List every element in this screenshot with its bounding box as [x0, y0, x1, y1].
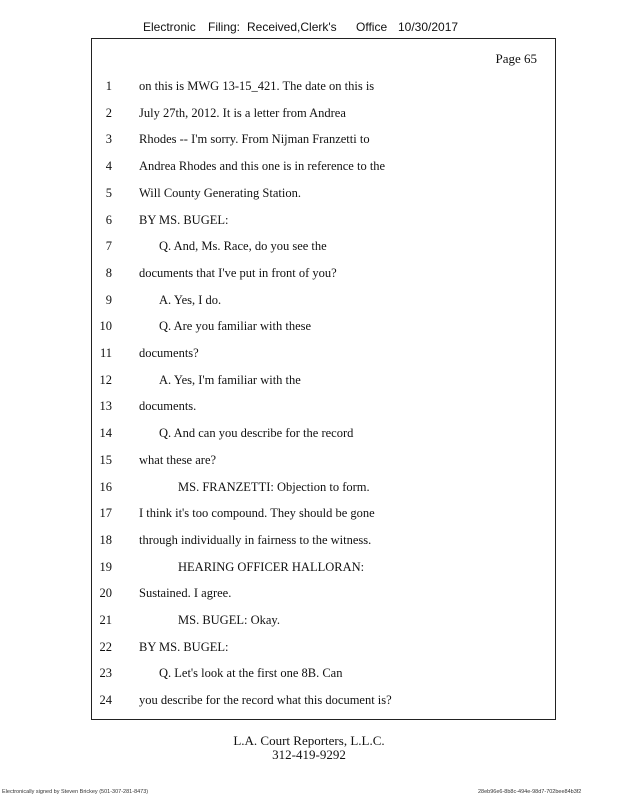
header-office: Office — [356, 20, 388, 34]
line-text: A. Yes, I do. — [159, 292, 222, 307]
transcript-line — [92, 530, 555, 550]
transcript-line — [92, 637, 555, 657]
line-number: 6 — [105, 212, 112, 227]
line-text: through individually in fairness to the witness. — [139, 532, 372, 547]
line-text: Q. And can you describe for the record — [159, 426, 354, 441]
transcript-page — [91, 38, 556, 720]
header-date: 10/30/2017 — [398, 20, 459, 34]
line-number: 20 — [99, 586, 112, 601]
transcript-line — [92, 263, 555, 283]
page-number: Page 65 — [495, 51, 537, 66]
line-text: Q. And, Ms. Race, do you see the — [159, 239, 327, 254]
line-number: 15 — [99, 452, 112, 467]
line-number: 13 — [99, 399, 112, 414]
header-received: Received,Clerk's — [247, 20, 337, 34]
line-number: 18 — [99, 532, 112, 547]
line-text: documents? — [139, 346, 199, 360]
line-text: July 27th, 2012. It is a letter from Andrea — [139, 105, 346, 120]
header-filing: Filing: — [208, 20, 241, 34]
line-number: 2 — [105, 105, 112, 120]
transcript-line — [92, 210, 555, 230]
transcript-line — [92, 343, 555, 363]
transcript-line — [92, 370, 555, 390]
line-text: Sustained. I agree. — [139, 586, 232, 601]
transcript-line — [92, 183, 555, 203]
transcript-line — [92, 690, 555, 710]
transcript-line — [92, 610, 555, 630]
line-text: what these are? — [139, 452, 217, 467]
line-number: 4 — [105, 159, 112, 174]
footer-phone: 312-419-9292 — [272, 747, 346, 762]
line-number: 23 — [99, 666, 112, 681]
line-text: MS. FRANZETTI: Objection to form. — [178, 479, 370, 494]
line-number: 10 — [99, 319, 112, 334]
transcript-line — [92, 663, 555, 683]
line-number: 11 — [99, 346, 112, 360]
signature-left: Electronically signed by Steven Brickey (501-307-281-8473) — [2, 789, 149, 795]
line-text: documents that I've put in front of you? — [139, 265, 337, 280]
transcript-line — [92, 396, 555, 416]
filing-header — [0, 20, 618, 38]
line-number: 14 — [99, 426, 112, 441]
transcript-line — [92, 450, 555, 470]
line-text: on this is MWG 13-15_421. The date on this is — [139, 79, 375, 93]
line-text: Will County Generating Station. — [139, 185, 301, 200]
transcript-line — [92, 103, 555, 123]
transcript-line — [92, 236, 555, 256]
line-text: HEARING OFFICER HALLORAN: — [178, 559, 365, 574]
transcript-line — [92, 503, 555, 523]
line-number: 5 — [105, 185, 112, 200]
line-number: 24 — [99, 693, 112, 708]
line-number: 19 — [99, 559, 112, 574]
line-number: 22 — [99, 639, 112, 654]
line-text: BY MS. BUGEL: — [139, 639, 229, 654]
line-number: 7 — [105, 239, 112, 254]
line-text: Q. Are you familiar with these — [159, 319, 312, 334]
line-number: 9 — [105, 292, 112, 307]
transcript-line — [92, 583, 555, 603]
line-text: BY MS. BUGEL: — [139, 212, 229, 227]
line-number: 12 — [99, 372, 112, 387]
line-number: 17 — [99, 506, 112, 521]
transcript-line — [92, 316, 555, 336]
line-number: 8 — [105, 265, 112, 280]
line-number: 16 — [99, 479, 112, 494]
transcript-line — [92, 129, 555, 149]
header-electronic: Electronic — [143, 20, 196, 34]
line-text: documents. — [139, 399, 197, 414]
line-number: 3 — [105, 132, 112, 147]
line-text: MS. BUGEL: Okay. — [178, 613, 280, 627]
transcript-line — [92, 290, 555, 310]
line-text: you describe for the record what this document is? — [139, 693, 392, 708]
line-text: Rhodes -- I'm sorry. From Nijman Franzetti to — [139, 132, 370, 147]
line-number: 1 — [105, 79, 112, 93]
line-text: Andrea Rhodes and this one is in reference to the — [139, 159, 386, 174]
line-text: Q. Let's look at the first one 8B. Can — [159, 666, 343, 681]
transcript-line — [92, 477, 555, 497]
signature-right: 28eb96e6-8b8c-494e-98d7-702bee84b3f2 — [478, 789, 582, 795]
line-text: A. Yes, I'm familiar with the — [159, 372, 301, 387]
transcript-line — [92, 423, 555, 443]
footer-company: L.A. Court Reporters, L.L.C. — [233, 733, 385, 748]
transcript-line — [92, 76, 555, 96]
transcript-line — [92, 156, 555, 176]
transcript-line — [92, 557, 555, 577]
line-number: 21 — [99, 613, 112, 627]
line-text: I think it's too compound. They should be gone — [139, 506, 375, 521]
